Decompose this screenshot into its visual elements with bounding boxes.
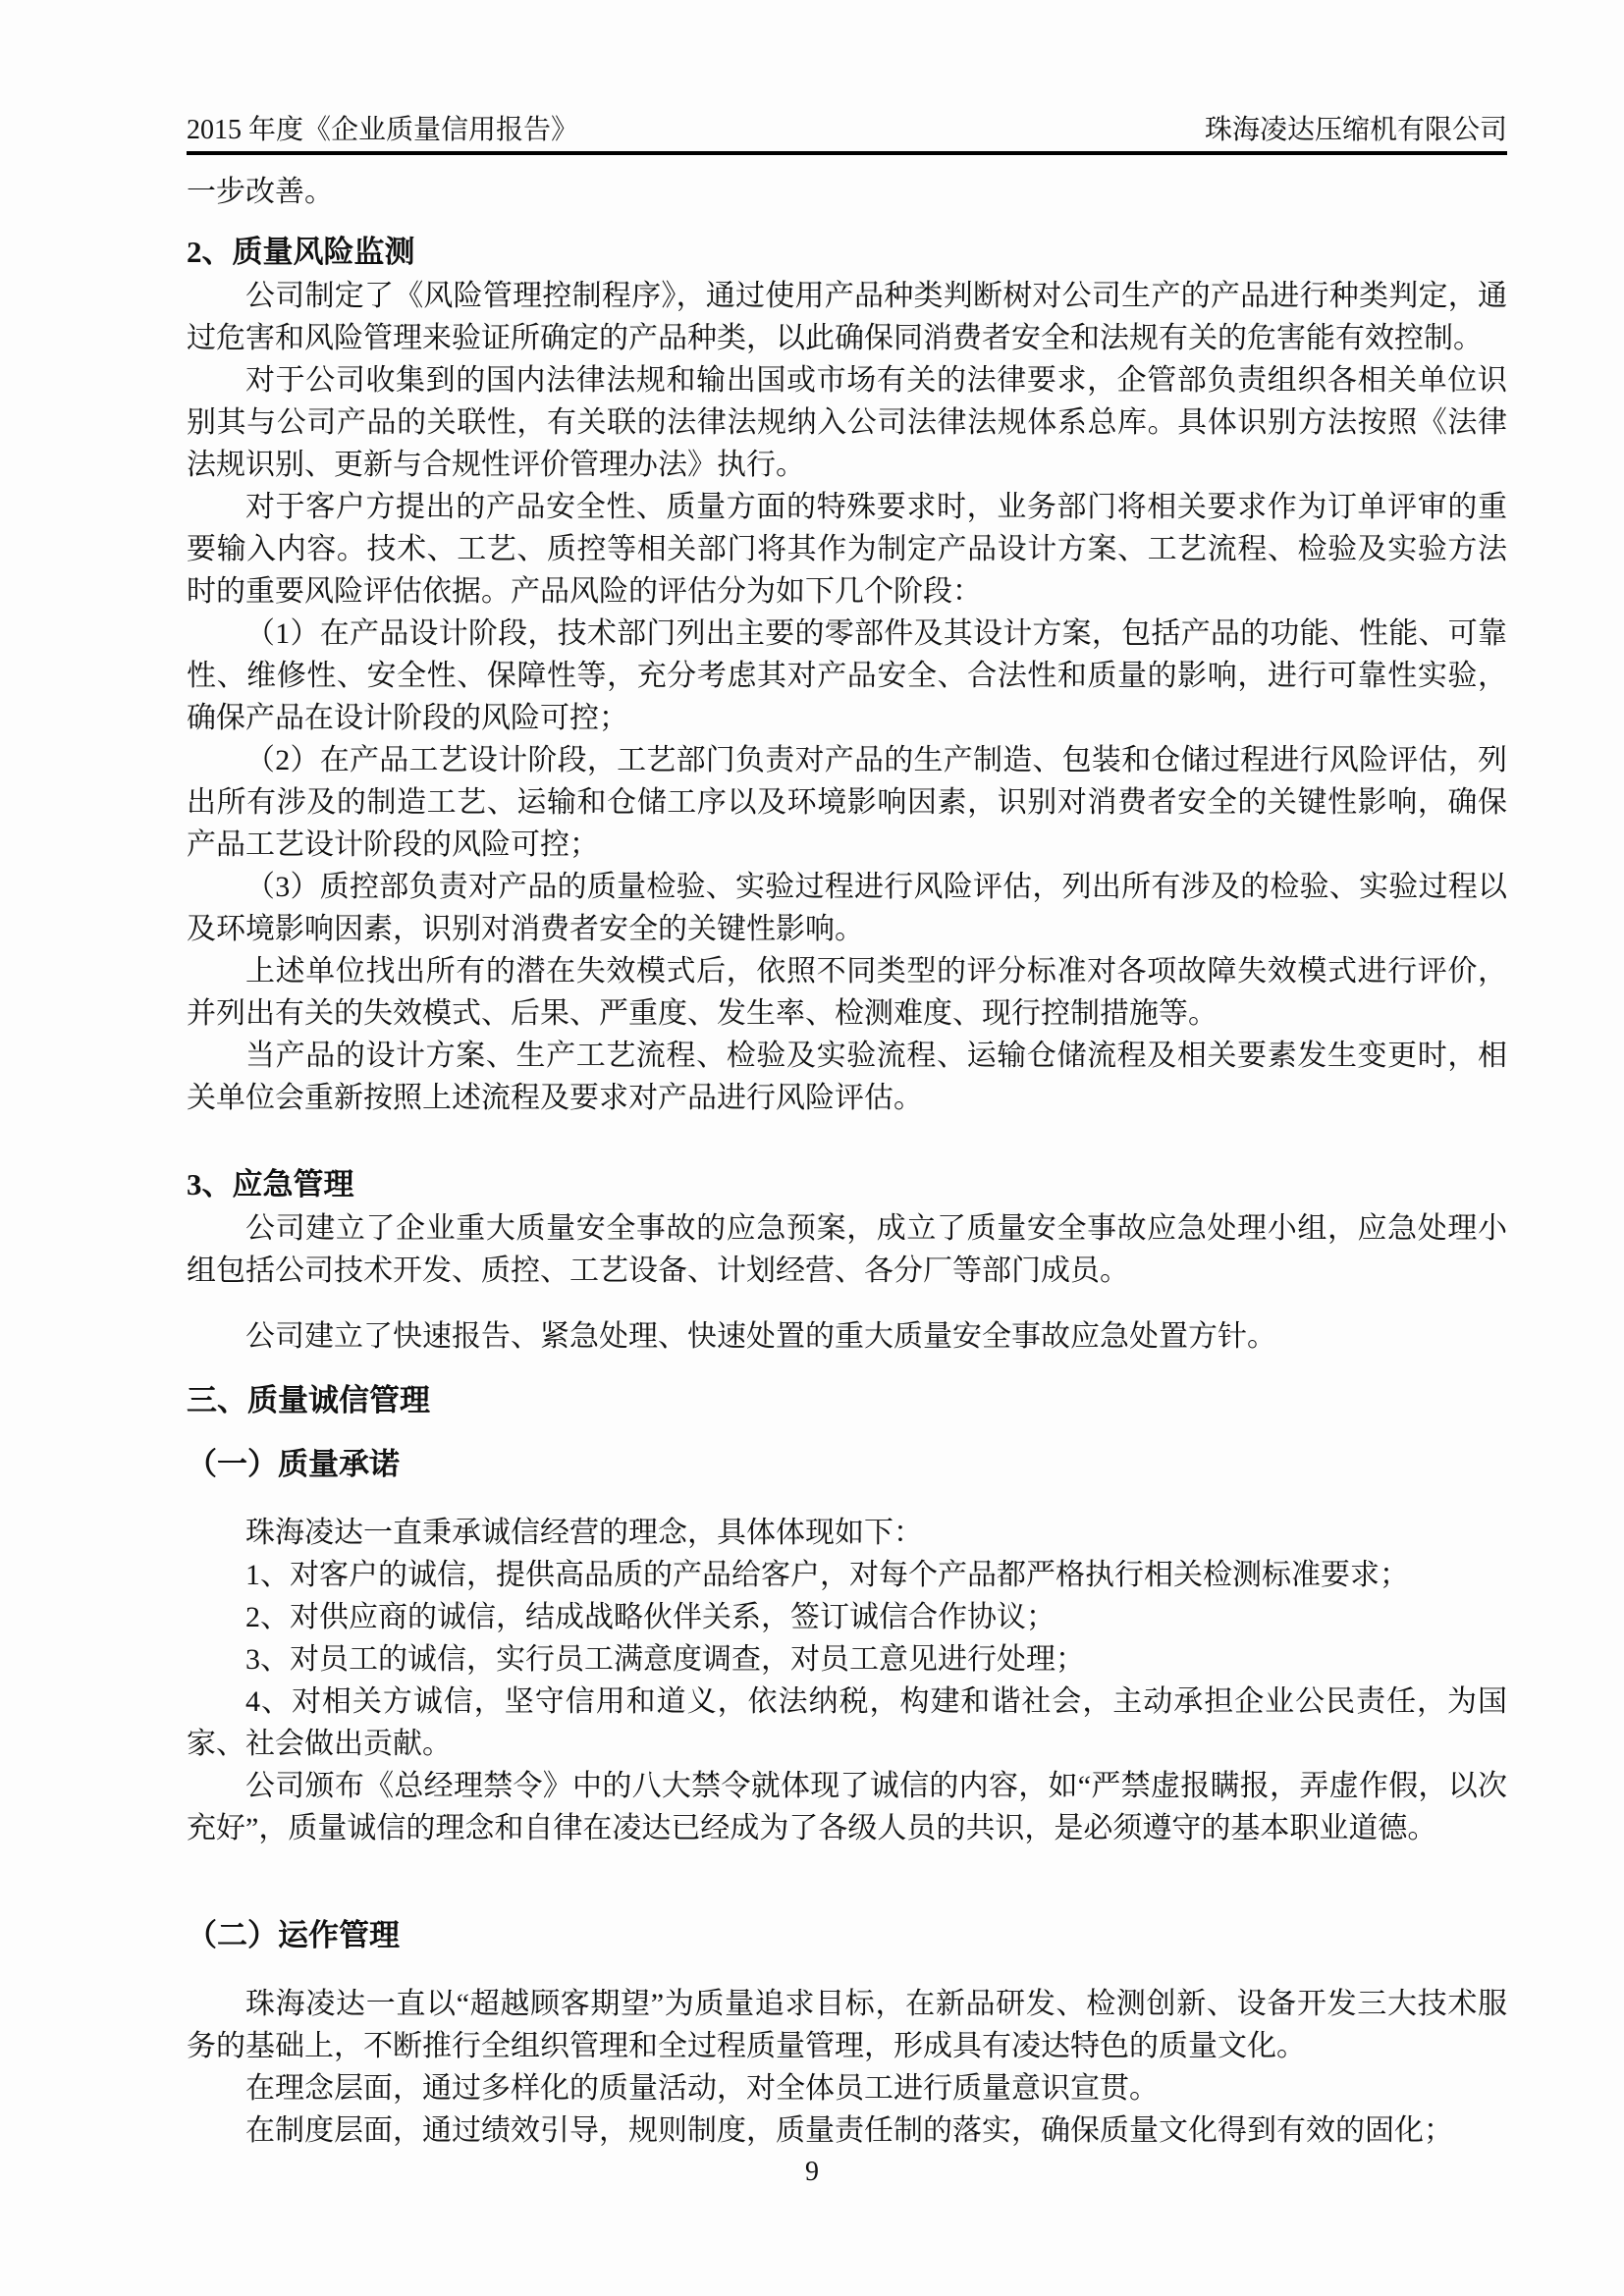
paragraph: 公司制定了《风险管理控制程序》，通过使用产品种类判断树对公司生产的产品进行种类判定，通过危害和风险管理来验证所确定的产品种类，以此确保同消费者安全和法规有关的危害能有效控制。 bbox=[187, 280, 1507, 354]
paragraph: 珠海凌达一直以“超越顾客期望”为质量追求目标，在新品研发、检测创新、设备开发三大技术服务的基础上，不断推行全组织管理和全过程质量管理，形成具有凌达特色的质量文化。 bbox=[187, 1988, 1507, 2062]
document-body bbox=[187, 155, 1507, 2152]
page-number: 9 bbox=[805, 2157, 819, 2187]
header-company-name: 珠海凌达压缩机有限公司 bbox=[1204, 115, 1507, 145]
paragraph: 公司颁布《总经理禁令》中的八大禁令就体现了诚信的内容，如“严禁虚报瞒报，弄虚作假，以次充好”，质量诚信的理念和自律在凌达已经成为了各级人员的共识，是必须遵守的基本职业道德。 bbox=[187, 1770, 1507, 1844]
paragraph: 珠海凌达一直秉承诚信经营的理念，具体体现如下： bbox=[245, 1517, 923, 1549]
paragraph: 在理念层面，通过多样化的质量活动，对全体员工进行质量意识宣贯。 bbox=[245, 2072, 1159, 2105]
paragraph: 3、对员工的诚信，实行员工满意度调查，对员工意见进行处理； bbox=[245, 1643, 1085, 1676]
heading: （二）运作管理 bbox=[187, 1918, 400, 1952]
paragraph: （3）质控部负责对产品的质量检验、实验过程进行风险评估，列出所有涉及的检验、实验过程以及环境影响因素，识别对消费者安全的关键性影响。 bbox=[187, 871, 1507, 945]
paragraph: 公司建立了企业重大质量安全事故的应急预案，成立了质量安全事故应急处理小组，应急处理小组包括公司技术开发、质控、工艺设备、计划经营、各分厂等部门成员。 bbox=[187, 1212, 1507, 1287]
paragraph: 上述单位找出所有的潜在失效模式后，依照不同类型的评分标准对各项故障失效模式进行评价，并列出有关的失效模式、后果、严重度、发生率、检测难度、现行控制措施等。 bbox=[187, 955, 1507, 1030]
paragraph: （2）在产品工艺设计阶段，工艺部门负责对产品的生产制造、包装和仓储过程进行风险评估，列出所有涉及的制造工艺、运输和仓储工序以及环境影响因素，识别对消费者安全的关键性影响，确保产品工艺设计阶段的风险可控； bbox=[187, 744, 1507, 861]
heading: 2、质量风险监测 bbox=[187, 235, 415, 269]
paragraph: 一步改善。 bbox=[187, 176, 334, 208]
heading: （一）质量承诺 bbox=[187, 1447, 400, 1481]
paragraph: 4、对相关方诚信，坚守信用和道义，依法纳税，构建和谐社会，主动承担企业公民责任，为国家、社会做出贡献。 bbox=[187, 1685, 1507, 1760]
paragraph: 在制度层面，通过绩效引导，规则制度，质量责任制的落实，确保质量文化得到有效的固化； bbox=[245, 2114, 1453, 2147]
paragraph: 1、对客户的诚信，提供高品质的产品给客户，对每个产品都严格执行相关检测标准要求； bbox=[245, 1559, 1409, 1591]
paragraph: 2、对供应商的诚信，结成战略伙伴关系，签订诚信合作协议； bbox=[245, 1601, 1056, 1633]
heading: 三、质量诚信管理 bbox=[187, 1383, 430, 1417]
paragraph: 当产品的设计方案、生产工艺流程、检验及实验流程、运输仓储流程及相关要素发生变更时，相关单位会重新按照上述流程及要求对产品进行风险评估。 bbox=[187, 1040, 1507, 1114]
paragraph: 对于客户方提出的产品安全性、质量方面的特殊要求时，业务部门将相关要求作为订单评审的重要输入内容。技术、工艺、质控等相关部门将其作为制定产品设计方案、工艺流程、检验及实验方法时的重要风险评估依据。产品风险的评估分为如下几个阶段： bbox=[187, 491, 1507, 608]
header-report-title: 2015 年度《企业质量信用报告》 bbox=[187, 115, 579, 145]
heading: 3、应急管理 bbox=[187, 1167, 354, 1201]
page-header bbox=[187, 112, 1507, 155]
paragraph: 公司建立了快速报告、紧急处理、快速处置的重大质量安全事故应急处置方针。 bbox=[245, 1320, 1276, 1353]
paragraph: 对于公司收集到的国内法律法规和输出国或市场有关的法律要求，企管部负责组织各相关单位识别其与公司产品的关联性，有关联的法律法规纳入公司法律法规体系总库。具体识别方法按照《法律法规识别、更新与合规性评价管理办法》执行。 bbox=[187, 364, 1507, 481]
paragraph: （1）在产品设计阶段，技术部门列出主要的零部件及其设计方案，包括产品的功能、性能、可靠性、维修性、安全性、保障性等，充分考虑其对产品安全、合法性和质量的影响，进行可靠性实验，确保产品在设计阶段的风险可控； bbox=[187, 617, 1507, 734]
